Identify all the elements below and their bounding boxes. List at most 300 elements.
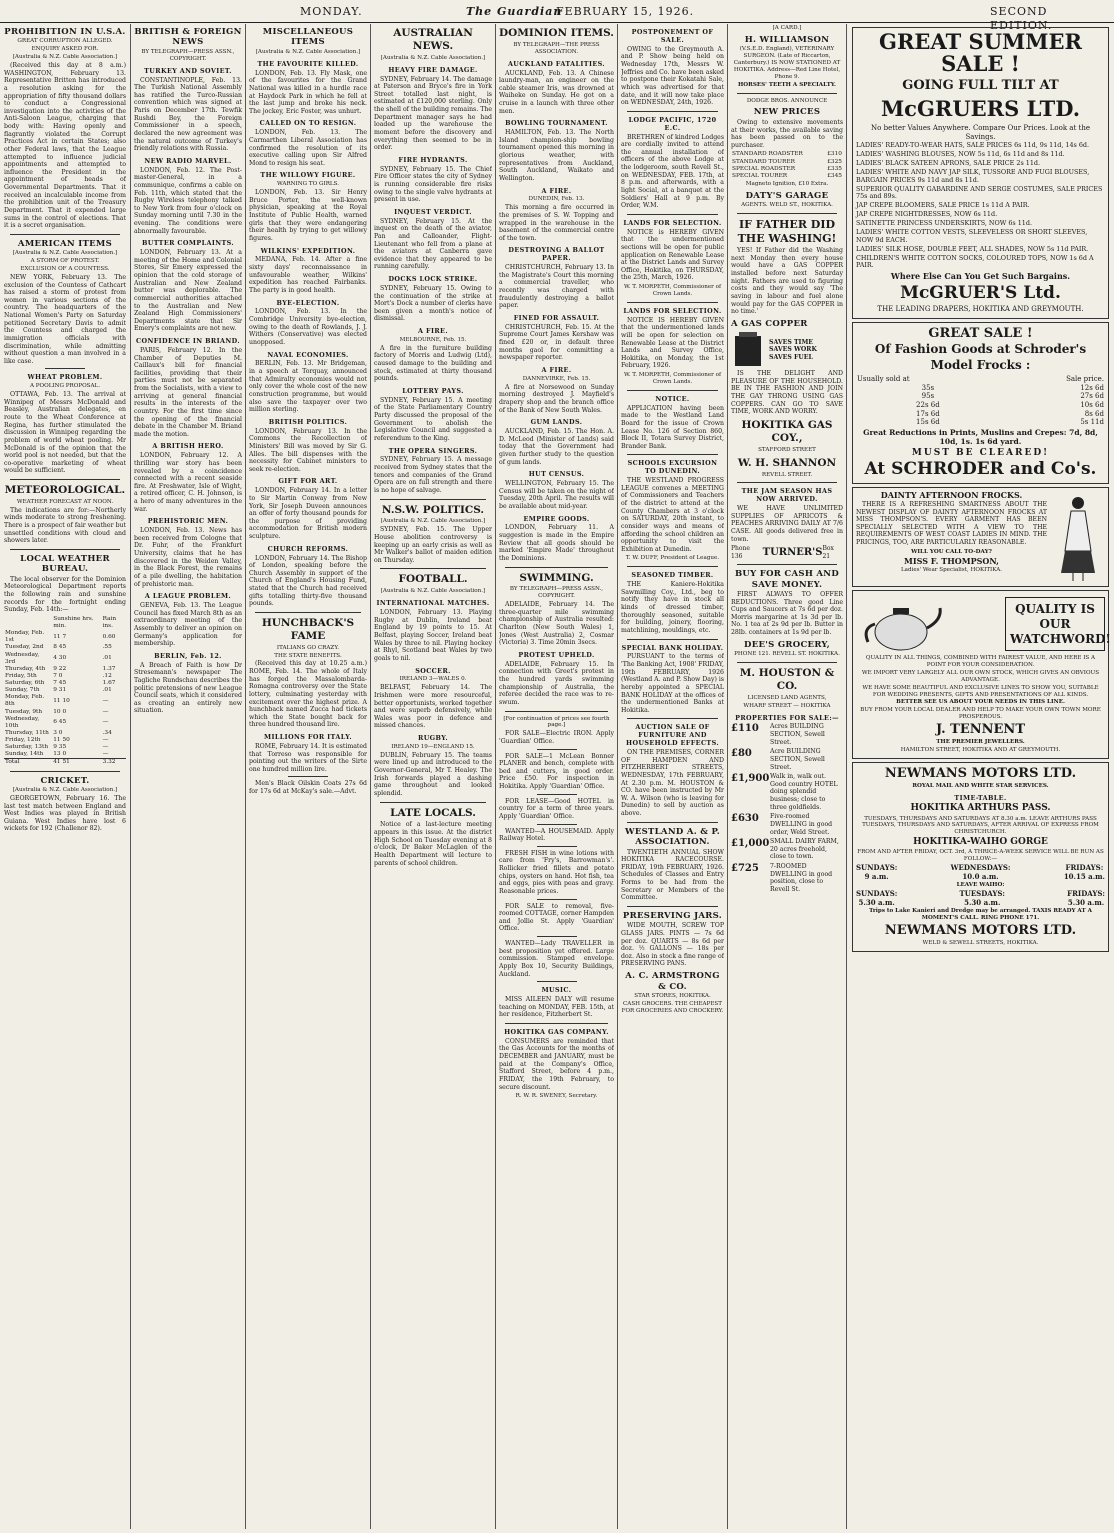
sale-price: 12s 6d [1080, 383, 1104, 392]
divider [627, 822, 718, 823]
article-body: CHRISTCHURCH, February 13. In the Magistrate's Court this morning a commercial traveller, who recently was charged with fraudulently destroying a ballot paper. [499, 264, 614, 310]
article-subhead: TURKEY AND SOVIET. [144, 66, 232, 75]
divider [627, 639, 718, 640]
notice-title: POSTPONEMENT OF SALE. [631, 28, 714, 44]
advert-tagline: Where Else Can You Get Such Bargains. [890, 271, 1071, 282]
model-name: STANDARD TOURER [732, 158, 795, 165]
advert-tagline: MUST BE CLEARED! [911, 448, 1050, 459]
table-cell: — [102, 744, 109, 751]
table-cell: Thursday, 11th [5, 729, 49, 736]
divider [737, 93, 837, 94]
classified-ad: FOR LEASE—Good HOTEL in country for a term of three years. Apply 'Guardian' Office. [499, 797, 614, 820]
advert-body: (V.S.E.D. England), VETERINARY SURGEON. (Late of Riccarton, Canterbury.) IS NOW STATIONED AT HOKITIKA. Address—Red Line Hotel, Phone 9. [733, 46, 841, 80]
divider [627, 302, 718, 303]
property-desc: 7-ROOMED DWELLING in good position, close to Revell St. [770, 863, 833, 893]
tennent-jewellers-advert [852, 590, 1109, 759]
property-item [731, 723, 843, 746]
dainty-frocks-advert [852, 487, 1109, 587]
signature: W. T. MORPETH, Commissioner of Crown Lands. [623, 372, 722, 385]
article-subhead: A FIRE. [418, 327, 448, 336]
article-body: The indications are for:—Northerly winds moderate to strong freshening. There is a prospect of fair weather but unsettled conditions with cloud and showers later. [4, 506, 126, 545]
article-subhead: INQUEST VERDICT. [394, 207, 472, 216]
day-label: SUNDAYS: [856, 862, 898, 872]
weather-total-row [4, 759, 126, 767]
weather-table [4, 616, 126, 767]
advert-subtitle: Model Frocks : [930, 358, 1031, 373]
advert-note: Magneto Ignition, £10 Extra. [745, 180, 829, 187]
article-subhead: NEW RADIO MARVEL. [144, 156, 232, 165]
column-rule [617, 24, 618, 1529]
sale-line: LADIES' WASHING BLOUSES, NOW 5s 11d, 6s 11d and 8s 11d. [856, 150, 1065, 158]
sale-line: LADIES' WHITE AND NAVY JAP SILK, TUSSORE AND FUGI BLOUSES, BARGAIN PRICES 9s 11d and 8s 11d. [856, 167, 1090, 184]
article-body: OTTAWA, Feb. 13. The arrival at Winnipeg of Messrs McDonald and Beasley, Australian delegates, en route to the Wheat Conference at Regina, has further stimulated the discussion in Winnipeg regarding the problem of world wheat pooling. Mr McDonald is of the opinion that the world pool is not needed, but that the co-operative marketing of wheat would be sufficient. [4, 391, 126, 475]
article-body: (Received this day at 10.25 a.m.) ROME, Feb. 14. The whole of Italy has forged the Massalombarda-Romagna controversy over the State lottery, culminating yesterday with excitement over the highest prize. A hunchback named Zucca had tickets which the State bought back for three hundred thousand lire. [249, 660, 367, 729]
article-headline: HUNCHBACK'S FAME [261, 616, 355, 642]
advertiser-address: STAR STORES, HOKITIKA. [634, 993, 711, 1000]
cable-credit: [Australia & N.Z. Cable Association.] [12, 54, 118, 61]
article-body: LONDON, Feb. 13. In the Combridge University bye-election, owing to the death of Rowlands, J. J. Withers (Conservative) was elected unopposed. [249, 308, 367, 346]
usual-price: 15s 6d [916, 418, 940, 427]
property-desc: Five-roomed DWELLING in good order, Weld Street. [770, 813, 833, 836]
article-subhead: A FIRE. [541, 365, 572, 374]
model-price: £325 [827, 158, 842, 165]
property-desc: Acres BUILDING SECTION, Sewell Street. [770, 723, 825, 746]
divider [380, 802, 486, 803]
departure-slot [1067, 890, 1105, 907]
advertiser-name: NEWMANS MOTORS LTD. [884, 923, 1077, 939]
advert-title: IF FATHER DID THE WASHING! [737, 218, 837, 245]
route-body: TUESDAYS, THURSDAYS AND SATURDAYS AT 8.30 a.m. LEAVE ARTHURS PASS TUESDAYS, THURSDAYS AND SATURDAYS, AFTER ARRIVAL OF EXPRESS FROM CHRISTCHURCH. [862, 815, 1099, 836]
phone-number: Phone 136 [731, 545, 750, 560]
advertiser-subtitle: ROYAL MAIL AND WHITE STAR SERVICES. [912, 782, 1049, 789]
signature: T. W. DUFF, President of League. [625, 555, 720, 562]
column-4 [374, 24, 492, 1529]
article-subhead: HEAVY FIRE DAMAGE. [388, 65, 478, 74]
frock-row [856, 392, 1105, 401]
property-price: £1,900 [731, 773, 770, 785]
notice-title: LANDS FOR SELECTION. [623, 218, 722, 227]
usual-price: 22s 6d [916, 400, 940, 409]
table-cell: Sunshine hrs. min. [53, 615, 94, 630]
table-cell: 13 0 [53, 751, 67, 758]
cable-credit: BY TELEGRAPH—PRESS ASSN., COPYRIGHT. [509, 586, 604, 600]
article-body: WELLINGTON, February 15. The Census will be taken on the night of Tuesday, 20th April. The results will be available about mid-year. [499, 480, 614, 510]
article-subhead: DOCKS LOCK STRIKE. [388, 275, 478, 284]
property-desc: Acre BUILDING SECTION, Sewell Street. [770, 748, 825, 771]
advert-body: THERE IS A REFRESHING SMARTNESS ABOUT THE NEWEST DISPLAY OF DAINTY AFTERNOON FROCKS AT MISS THOMPSON'S. EVERY GARMENT HAS BEEN SPECIALLY SELECTED WITH A VIEW TO THE REQUIREMENTS OF WEST COAST LADIES IN MIND. THE PRICINGS, TOO, ARE PARTICULARLY REASONABLE. [856, 500, 1047, 547]
article-subhead: EMPIRE GOODS. [523, 514, 590, 523]
advert-subtitle: GOING FULL TILT AT [902, 78, 1059, 94]
sale-line: CHILDREN'S WHITE COTTON SOCKS, COLOURED TOPS, NOW 1s 6d A PAIR. [856, 253, 1094, 270]
usual-price: 17s 6d [916, 409, 940, 418]
frock-row [856, 401, 1105, 410]
article-body: LONDON, February 13. At a meeting of the Home and Colonial Stores, Sir Emery expressed the opinion that the cold storage of Australian and New Zealand butter was deplorable. The commercial authorities attached to the Australian and New Zealand High Commissioners' Departments state that Sir Emery's complaints are not new. [134, 249, 242, 333]
advert-tagline: No better Values Anywhere. Compare Our Prices. Look at the Savings. [871, 123, 1090, 141]
property-price: £110 [731, 723, 759, 735]
article-subhead: FIRE HYDRANTS. [398, 155, 468, 164]
table-cell: 4 30 [53, 655, 67, 662]
table-cell: Monday, Feb. 1st [5, 630, 45, 644]
weather-row [4, 744, 126, 751]
article-subhead: BERLIN, Feb. 12. [154, 651, 222, 660]
departure-slot [1064, 864, 1105, 881]
advert-subtitle: Of Fashion Goods at Schroder's [874, 341, 1087, 356]
signature: R. W. R. SWENEY, Secretary. [515, 1093, 598, 1100]
table-cell: — [102, 708, 109, 715]
route-title: HOKITIKA ARTHURS PASS. [910, 803, 1051, 814]
notice-title: WESTLAND A. & P. ASSOCIATION. [624, 826, 721, 848]
sale-price: 8s 6d [1084, 409, 1104, 418]
advert-title: THE JAM SEASON HAS NOW ARRIVED. [741, 487, 833, 504]
article-body: SYDNEY, February 15. A meeting of the State Parliamentary Country Party discussed the proposal of the Government to abolish the Legislative Council and suggested a referendum to the King. [374, 396, 492, 442]
article-subhead: HUT CENSUS. [528, 470, 585, 479]
departure-times [856, 890, 1105, 907]
article-subhead: LOTTERY PAYS. [402, 386, 464, 395]
saves-item: SAVES TIME [769, 338, 814, 346]
model-price: £335 [827, 165, 842, 172]
property-price: £1,000 [731, 838, 770, 850]
masthead-paper-title: The Guardian [466, 5, 563, 18]
masthead-day: MONDAY. [300, 5, 363, 18]
table-cell: 11 7 [53, 633, 67, 640]
table-cell: Sunday, 14th [5, 751, 44, 758]
column-6 [621, 24, 724, 1529]
article-body: MEDANA, Feb. 14. After a fine sixty days' reconnaissance in unfavourable weather, Wilkins' expedition has reached Fairbanks. The party is in good health. [249, 256, 367, 294]
properties-list [731, 723, 843, 893]
notice-title: AUCTION SALE OF FURNITURE AND HOUSEHOLD EFFECTS. [626, 723, 719, 748]
cable-credit: [Australia & N.Z. Cable Association.] [380, 518, 486, 525]
column-1 [4, 24, 126, 1529]
table-cell: Friday, 5th [5, 672, 37, 679]
divider [45, 368, 85, 369]
property-item [731, 748, 843, 771]
article-body: SYDNEY, February 15. A message received from Sydney states that the tenors and companies of the Grand Opera are on full strength and there is no hope of salvage. [374, 456, 492, 494]
article-body: MISS AILEEN DALY will resume teaching on MONDAY, FEB. 15th, at her residence, Fitzherbert St. [499, 996, 614, 1019]
divider [537, 749, 577, 750]
divider [737, 482, 837, 483]
article-subhead: MUSIC. [541, 986, 572, 995]
article-body: NEW YORK, February 13. The exclusion of the Countess of Cathcart has raised a storm of protest from women in various sections of the country. The headquarters of the National Women's Party on Saturday petitioned Secretary Davis to admit the Countess and charged the immigration officials with discrimination, while admitting without question a man involved in a like case. [4, 273, 126, 365]
classified-ad: WANTED—A HOUSEMAID. Apply Railway Hotel. [499, 827, 614, 843]
advert-body: WE HAVE UNLIMITED SUPPLIES OF APRICOTS & PEACHES ARRIVING DAILY AT 7/6 CASE. All goods delivered free in town. [731, 505, 843, 543]
article-body: CONSTANTINOPLE, Feb. 13. The Turkish National Assembly has ratified the Turco-Russian convention which was signed at Paris on December 17th. Tewfik Rushdi Bey, the Foreign Commissioner in a speech, declared the new agreement was the natural outcome of Turkey's friendly relations with Russia. [134, 76, 242, 153]
article-body: GENEVA, Feb. 13. The League Council has fixed March 8th as an extraordinary meeting of the Assembly to deliver an opinion on Germany's application for membership. [134, 602, 242, 648]
table-cell: Sale price. [1066, 375, 1104, 384]
divider [380, 499, 486, 500]
table-cell: Usually sold at [857, 375, 910, 384]
article-subhead: A LEAGUE PROBLEM. [144, 592, 232, 601]
divider [380, 568, 486, 569]
article-subhead: CHURCH REFORMS. [267, 544, 349, 553]
property-price: £80 [731, 748, 752, 760]
advert-tagline: HORSES' TEETH A SPECIALTY. [738, 81, 836, 88]
divider [505, 567, 608, 568]
mcgruers-sale-advert [852, 27, 1109, 319]
table-cell: 6 45 [53, 719, 67, 726]
table-cell: Saturday, 6th [5, 680, 45, 687]
divider [10, 771, 120, 772]
advertiser-address: Ladies' Wear Specialist, HOKITIKA. [900, 567, 1003, 574]
dodge-price-table [731, 151, 843, 180]
time-label: 10.15 a.m. [1063, 871, 1105, 881]
table-cell: Wednesday, 10th [5, 715, 40, 729]
table-cell: Monday, Feb. 8th [5, 694, 45, 708]
article-subhead: EXCLUSION OF A COUNTESS. [20, 266, 110, 273]
sale-price: 5s 11d [1080, 418, 1104, 427]
advertiser-address: HAMILTON STREET, HOKITIKA AND AT GREYMOUTH. [900, 746, 1061, 753]
frock-table-header [856, 375, 1105, 384]
column-rule [130, 24, 131, 1529]
table-cell: 9 31 [53, 687, 67, 694]
table-cell: — [102, 697, 109, 704]
table-cell: 3.32 [102, 759, 116, 766]
departure-slot [856, 864, 897, 881]
divider [10, 549, 120, 550]
notice-title: LODGE PACIFIC, 1720 E.C. [628, 115, 717, 132]
sale-line: JAP CREPE NIGHTDRESSES, NOW 6s 11d. [856, 210, 998, 219]
column-3 [249, 24, 367, 1529]
weather-row [4, 652, 126, 666]
article-headline: DOMINION ITEMS. [499, 27, 614, 39]
divider [627, 566, 718, 567]
article-subhead: ENQUIRY ASKED FOR. [31, 46, 99, 53]
property-desc: SMALL DAIRY FARM, 20 acres freehold, close to town. [770, 838, 839, 861]
table-cell: — [102, 719, 109, 726]
masthead-edition: SECOND EDITION. [990, 5, 1053, 32]
table-cell: 3 0 [53, 729, 63, 736]
column-8 [850, 24, 1111, 1529]
price-row [731, 159, 843, 166]
time-label: 5.30 a.m. [858, 897, 895, 907]
article-body: BERLIN, Feb. 13. Mr Bridgeman, in a speech at Torquay, announced that Admiralty economies would not only cover the whole cost of the new construction programme, but would also save the taxpayer over two million sterling. [249, 360, 367, 414]
article-body: SYDNEY, February 15. Owing to the continuation of the strike at Mort's Dock a number of clerks have been given a month's notice of dismissal. [374, 284, 492, 323]
sale-line: JAP CREPE BLOOMERS, SALE PRICE 1s 11d A PAIR. [856, 201, 1030, 210]
article-headline: LATE LOCALS. [390, 806, 476, 819]
weather-row [4, 709, 126, 716]
article-body: ADELAIDE, February 15. In connection with Greet's protest in the hundred yards swimming championship of Australia, the referee decided the race was to re-swum. [499, 660, 614, 706]
article-headline: MISCELLANEOUS ITEMS [262, 27, 354, 48]
classified-header: [For continuation of prices see fourth page.] [503, 715, 610, 729]
divider [537, 824, 577, 825]
advert-line: Men's Black Oilskin Coats 27s 6d for 17s 6d at McKay's sale.—Advt. [249, 780, 367, 796]
property-item [731, 813, 843, 836]
article-subhead: ITALIANS GO CRAZY. [276, 644, 340, 651]
divider [537, 846, 577, 847]
advertiser-name: A. C. ARMSTRONG & CO. [625, 971, 720, 992]
classified-ad: WANTED—Lady TRAVELLER in best proposition yet offered. Large commission. Stamped envelope. Apply Box 10, Security Buildings, Auckland. [499, 940, 614, 978]
article-subhead: BOWLING TOURNAMENT. [505, 119, 608, 128]
article-subhead: PROTEST UPHELD. [518, 650, 595, 659]
advertiser-address: WHARF STREET — HOKITIKA [743, 702, 831, 709]
classified-ad: FOR SALE—Electric IRON. Apply 'Guardian' Office. [499, 730, 614, 745]
table-cell [4, 616, 52, 630]
article-subhead: THE WILLOWY FIGURE. [260, 171, 356, 180]
cable-credit: [Australia & N.Z. Cable Association.] [380, 588, 486, 595]
column-rule [245, 24, 246, 1529]
column-rule [370, 24, 371, 1529]
day-label: TUESDAYS: [959, 889, 1005, 899]
timetable-title: TIME-TABLE. [954, 793, 1007, 802]
advert-tagline: WILL YOU CALL TO-DAY? [911, 548, 992, 555]
advert-body: BUY FROM YOUR LOCAL DEALER AND HELP TO MAKE YOUR OWN TOWN MORE PROSPEROUS. [860, 707, 1101, 721]
divider [537, 899, 577, 900]
cable-credit: [Australia & N.Z. Cable Association.] [12, 787, 118, 794]
article-subhead: DANNEVIRKE, Feb. 15. [522, 375, 591, 382]
table-cell: 7 0 [53, 672, 63, 679]
article-body: LONDON, Feb. 12. The Post-master-General, in a communique, confirms a cable on Feb. 11th, which stated that the Rugby Wireless telephony talked to New York from four o'clock on Sunday morning until 7.30 in the evening. The conditions were abnormally favourable. [134, 166, 242, 235]
divider [255, 612, 361, 613]
sale-line: LADIES' READY-TO-WEAR HATS, SALE PRICES 6s 11d, 9s 11d, 14s 6d. [856, 141, 1090, 150]
divider [288, 776, 328, 777]
notice-title: PRESERVING JARS. [622, 910, 723, 921]
table-cell: 0.60 [102, 633, 116, 640]
table-cell: 11 50 [53, 737, 70, 744]
advertiser-name: At SCHRODER and Co's. [864, 459, 1097, 480]
table-cell: Total [5, 759, 20, 766]
notice-title: NOTICE. [655, 394, 690, 403]
advertiser-address: THE LEADING DRAPERS, HOKITIKA AND GREYMOUTH. [877, 304, 1084, 313]
table-cell: Saturday, 13th [5, 744, 49, 751]
article-body: SYDNEY, Feb. 15. The Upper House abolition controversy is keeping up an early crisis as well as Mr Walker's ballot of maiden edition on Thursday. [374, 526, 492, 564]
property-desc: Walk in, walk out. Good country HOTEL doing splendid business; close to three goldfields. [770, 773, 838, 811]
match-result: IRELAND 19—ENGLAND 15. [391, 743, 475, 750]
article-body: PARIS, February 12. In the Chamber of Deputies M. Caillaux's bill for financial facilities, providing that their parties must not be separated from the Socialists, with a view to arriving at general financial results in the interests of the country. For the first time since the opening of the financial debate in the Chamber M. Briand made the motion. [134, 346, 242, 438]
notice-body: TWENTIETH ANNUAL SHOW HOKITIKA RACECOURSE. FRIDAY, 19th FEBRUARY, 1926. Schedules of Classes and Entry Forms to be had from the Secretary or Members of the Committee. [621, 848, 724, 902]
table-cell: .01 [102, 687, 112, 694]
frock-row [856, 384, 1105, 393]
article-subhead: A POOLING PROPOSAL. [29, 383, 101, 390]
table-cell: Tuesday, 2nd [5, 644, 44, 651]
weather-row [4, 694, 126, 708]
article-subhead: MILLIONS FOR ITALY. [264, 733, 352, 742]
weather-row [4, 687, 126, 694]
table-cell: 9 22 [53, 665, 67, 672]
advertiser-address: PHONE 121. REVELL ST. HOKITIKA. [734, 651, 840, 658]
advertiser-name: DATY'S GARAGE [745, 190, 829, 201]
article-headline: AUSTRALIAN NEWS. [393, 27, 473, 52]
property-price: £725 [731, 863, 759, 875]
table-cell: .55 [102, 644, 112, 651]
schroder-sale-advert [852, 322, 1109, 485]
article-headline: PROHIBITION IN U.S.A. [4, 27, 126, 37]
table-cell: — [102, 737, 109, 744]
table-cell: 41 51 [53, 759, 70, 766]
article-headline: FOOTBALL. [398, 573, 468, 586]
model-name: SPECIAL ROADSTER [732, 165, 796, 172]
advertiser-tagline: CASH GROCERS. THE CHEAPEST FOR GROCERIES AND CROCKERY. [621, 1000, 724, 1014]
sale-line: LADIES' SILK HOSE, DOUBLE FEET, ALL SHADES, NOW 5s 11d PAIR. [856, 244, 1089, 253]
weather-row [4, 666, 126, 673]
advert-title: A GAS COPPER [731, 318, 808, 329]
article-body: DUBLIN, February 15. The teams were lined up and introduced to the Governor-General, Mr T. Healey. The Irish forwards played a dashing game throughout and looked splendid. [374, 751, 492, 797]
weather-row [4, 716, 126, 730]
frock-row [856, 418, 1105, 427]
article-headline: WHEAT PROBLEM. [27, 373, 103, 382]
time-label: 9 a.m. [864, 871, 889, 881]
divider [10, 479, 120, 480]
cable-credit: [Australia & N.Z. Cable Association.] [255, 48, 361, 55]
weather-row [4, 644, 126, 651]
divider [627, 906, 718, 907]
advert-tagline: BETTER SEE US ABOUT YOUR NEEDS IN THIS LINE. [896, 699, 1065, 706]
price-row [731, 173, 843, 180]
day-label: FRIDAYS: [1065, 862, 1104, 872]
article-subhead: GIFT FOR ART. [278, 477, 338, 486]
frock-price-table [856, 375, 1105, 427]
article-body: AUCKLAND, Feb. 15. The Hon. A. D. McLeod (Minister of Lands) said today that the Government had given further study to the question of gum lands. [499, 428, 614, 466]
advert-body: YES! If Father did the Washing next Monday then every house would have a GAS COPPER installed before next Saturday night. Fathers are used to figuring costs and they would say 'The saving in labour and fuel alone would pay for the GAS COPPER in no time.' [731, 247, 843, 316]
advertiser-address: WELD & SEWELL STREETS, HOKITIKA. [922, 940, 1039, 947]
notice-title: SEASONED TIMBER. [631, 571, 714, 580]
signature: W. T. MORPETH, Commissioner of Crown Lands. [623, 284, 722, 297]
advertiser-name: TURNER'S [762, 546, 823, 558]
article-body: SYDNEY, February 15. At the inquest on the death of the aviator, Pan and Calloander, Flight-Lieutenant who fell from a plane at the aviators at Canberra gave evidence that they appeared to be running carefully. [374, 217, 492, 271]
article-body: CONSUMERS are reminded that the Gas Accounts for the months of DECEMBER and JANUARY, must be paid at the Company's Office, Stafford Street, before 4 p.m., FRIDAY, the 19th February, to secure discount. [499, 1037, 614, 1091]
table-cell: .34 [102, 729, 112, 736]
advert-title: GREAT SALE ! [928, 325, 1033, 341]
article-headline: SWIMMING. [519, 571, 594, 584]
advertiser-name: J. TENNENT [935, 722, 1025, 738]
divider [537, 794, 577, 795]
box-number: Box 21 [822, 545, 834, 560]
advertiser-name: H. WILLIAMSON [744, 34, 830, 45]
departure-slot [951, 864, 1011, 881]
advert-body: Trips to Lake Kanieri and Dredge may be arranged. TAXIS READY AT A MOMENT'S CALL. RING PHONE 171. [869, 908, 1092, 922]
article-subhead: WILKINS' EXPEDITION. [260, 246, 356, 255]
column-rule [495, 24, 496, 1529]
article-subhead: NAVAL ECONOMIES. [267, 350, 349, 359]
article-headline: METEOROLOGICAL. [4, 484, 126, 497]
article-subhead: WEATHER FORECAST AT NOON. [16, 498, 114, 505]
sale-line: LADIES' WHITE COTTON VESTS, SLEEVELESS OR SHORT SLEEVES, NOW 9d EACH. [856, 227, 1088, 244]
advertiser-address: STAFFORD STREET [758, 446, 816, 453]
table-cell: Sunday, 7th [5, 687, 40, 694]
table-cell: Thursday, 4th [5, 665, 46, 672]
gas-copper-icon [731, 330, 765, 370]
article-body: This morning a fire occurred in the premises of S. W. Topping and wrapped in the warehouse in the basement of the commercial centre of the town. [499, 204, 614, 242]
model-name: SPECIAL TOURER [732, 172, 788, 179]
article-body: LONDON, Feb. 13. Sir Henry Bruce Porter, the well-known physician, speaking at the Royal Institute of Public Health, warned girls that they were endangering their health by trying to get willowy figures. [249, 189, 367, 242]
article-subhead: BUTTER COMPLAINTS. [141, 239, 235, 248]
article-subhead: BRITISH POLITICS. [268, 417, 348, 426]
article-body: ROME, February 14. It is estimated that Torreso was responsible for pointing out the writers of the Sirte one hundred million lire. [249, 742, 367, 773]
article-body: LONDON, February 11. A suggestion is made in the Empire Review that all goods should be marked 'Empire Made' throughout the Dominions. [499, 524, 614, 562]
article-headline: CRICKET. [40, 775, 90, 786]
article-subhead: AUCKLAND FATALITIES. [507, 59, 606, 68]
property-item [731, 773, 843, 811]
table-cell: 1.37 [102, 665, 116, 672]
saves-list [769, 339, 817, 362]
article-body: LONDON, February 14. The Bishop of London, speaking before the Church Assembly in support of the Church of England's Housing Fund, stated that the Church had received gifts totalling thirty-five thousand pounds. [249, 554, 367, 608]
advertiser-name: MISS F. THOMPSON, [904, 555, 999, 566]
article-body: A fire at Norsewood on Sunday morning destroyed J. Mayfield's drapery shop and the branch office of the Bank of New South Wales. [499, 383, 614, 414]
article-body: HAMILTON, Feb. 13. The North Island champion-ship bowling tournament opened this morning in glorious weather, with representatives from Auckland, South Auckland, Waikato and Wellington. [499, 129, 614, 182]
weather-row [4, 737, 126, 744]
article-body: LONDON, Feb. 13. Fly Mask, one of the favourites for the Grand National was killed in a hurdle race at Haydock Park in which he fell at the last jump and broke his neck. The jockey, Eric Foster, was unhurt. [249, 69, 367, 115]
notice-body: PURSUANT to the terms of 'The Banking Act, 1908' FRIDAY, 19th FEBRUARY, 1926 (Westland A. and P. Show Day) is hereby appointed a SPECIAL BANK HOLIDAY at the offices of the undermentioned Banks at Hokitika. [621, 653, 724, 714]
sale-line: SUPERIOR QUALITY GABARDINE AND SERGE COSTUMES, SALE PRICES 75s and 89s. [856, 184, 1103, 201]
article-subhead: A FIRE. [541, 186, 572, 195]
divider [737, 564, 837, 565]
turner-footer [731, 545, 843, 560]
notice-body: THE WESTLAND PROGRESS LEAGUE convenes a MEETING of Commissioners and Teachers of the district to attend at the County Chambers at 3 o'clock on SATURDAY, 20th instant, to consider ways and means of affording the school children an opportunity to visit the Exhibition at Dunedin. [621, 477, 724, 553]
day-label: SUNDAYS: [856, 889, 898, 899]
divider [627, 111, 718, 112]
article-subhead: INTERNATIONAL MATCHES. [376, 599, 490, 608]
divider [737, 662, 837, 663]
weather-row [4, 751, 126, 759]
table-cell: 1.67 [102, 680, 116, 687]
